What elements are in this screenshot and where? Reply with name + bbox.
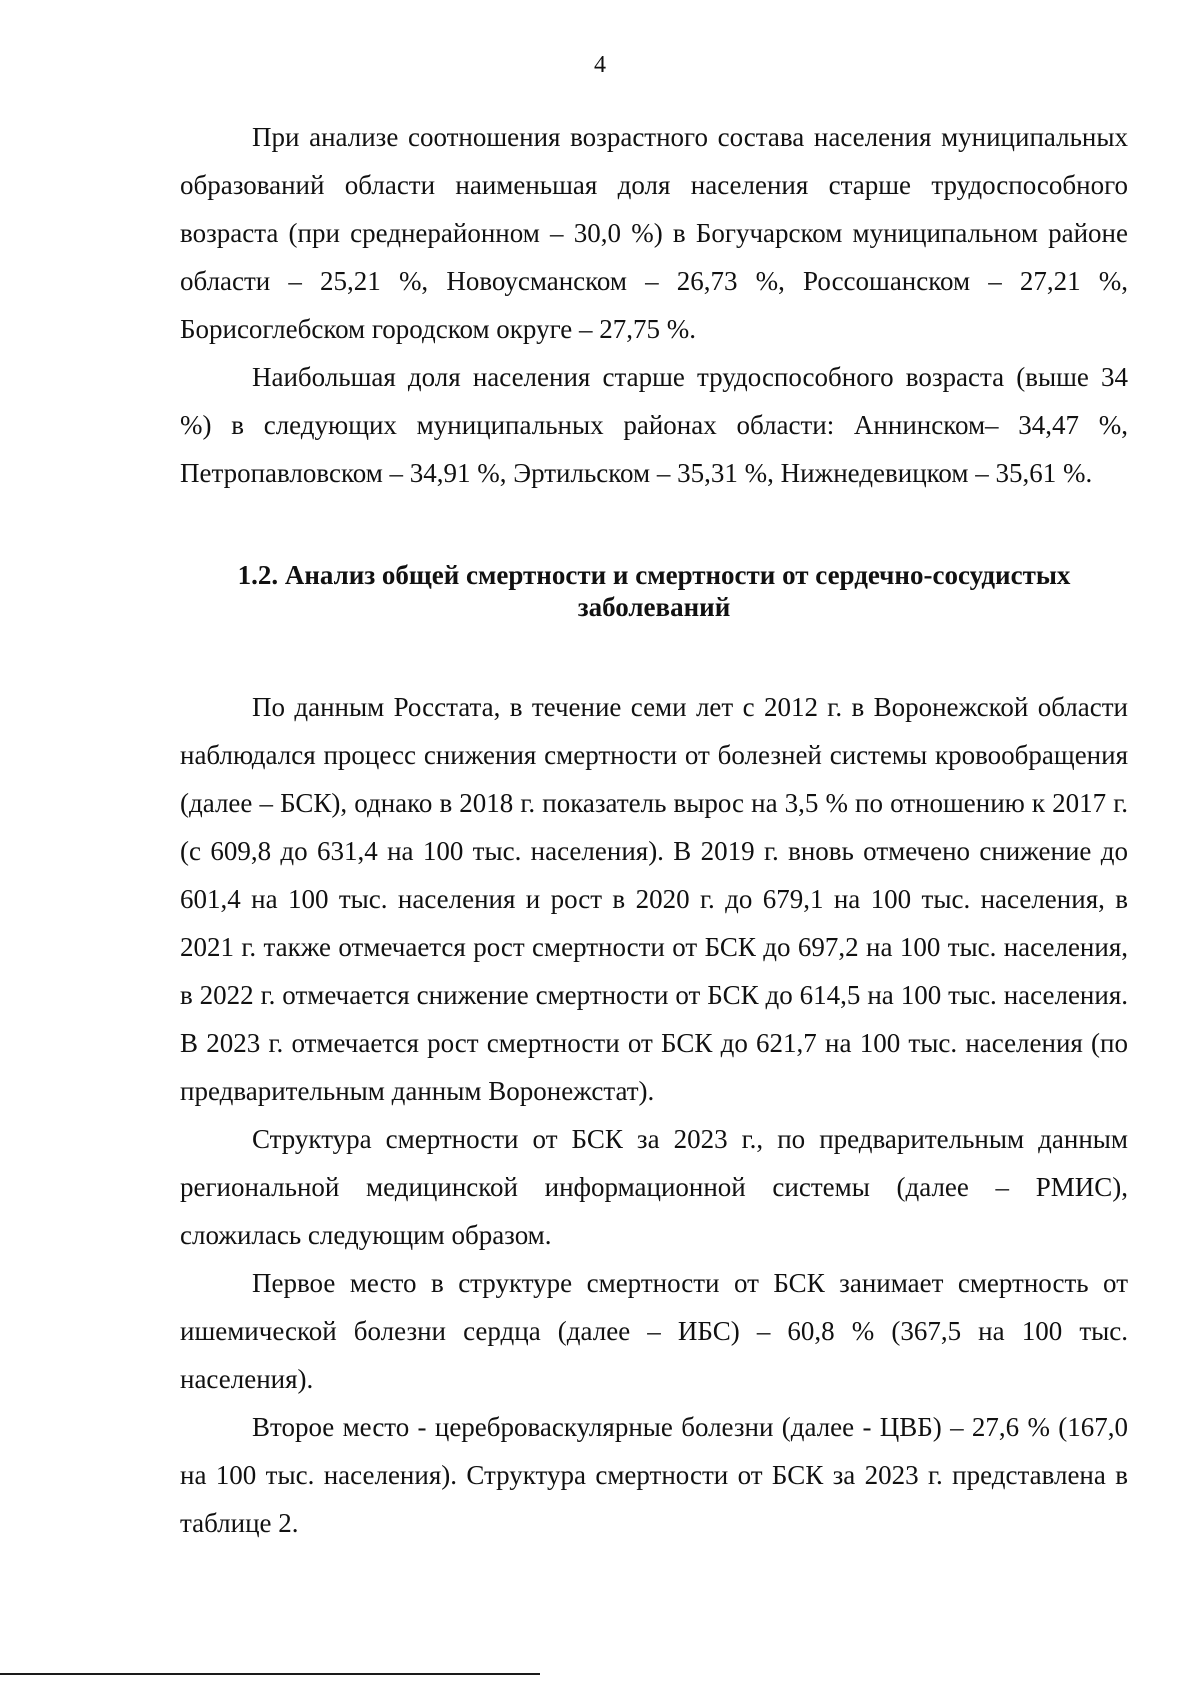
paragraph-age-composition-min: При анализе соотношения возрастного состава населения муниципальных образований области наименьшая доля населения старше трудоспособного возраста (при среднерайонном – 30,0 %) в Богучарском муниципальном районе области – 25,21 %, Новоусманском – 26,73 %, Россошанском – 27,21 %, Борисоглебском городском округе – 27,75 %.	[180, 122, 1128, 344]
footer-rule	[0, 1673, 540, 1675]
section-heading	[180, 559, 1128, 623]
paragraph-mortality-dynamics: По данным Росстата, в течение семи лет с 2012 г. в Воронежской области наблюдался процесс снижения смертности от болезней системы кровообращения (далее – БСК), однако в 2018 г. показатель вырос на 3,5 % по отношению к 2017 г. (с 609,8 до 631,4 на 100 тыс. населения). В 2019 г. вновь отмечено снижение до 601,4 на 100 тыс. населения и рост в 2020 г. до 679,1 на 100 тыс. населения, в 2021 г. также отмечается рост смертности от БСК до 697,2 на 100 тыс. населения, в 2022 г. отмечается снижение смертности от БСК до 614,5 на 100 тыс. населения. В 2023 г. отмечается рост смертности от БСК до 621,7 на 100 тыс. населения (по предварительным данным Воронежстат).	[180, 692, 1128, 1106]
paragraph-age-composition-max: Наибольшая доля населения старше трудоспособного возраста (выше 34 %) в следующих муниципальных районах области: Аннинском– 34,47 %, Петропавловском – 34,91 %, Эртильском – 35,31 %, Нижнедевицком – 35,61 %.	[180, 362, 1128, 488]
page-number: 4	[594, 52, 606, 78]
paragraph-ihd-first-place: Первое место в структуре смертности от БСК занимает смертность от ишемической болезни сердца (далее – ИБС) – 60,8 % (367,5 на 100 тыс. населения).	[180, 1268, 1128, 1394]
section-heading-line-1: 1.2. Анализ общей смертности и смертности от сердечно-сосудистых	[237, 560, 1071, 590]
paragraph-cvd-second-place: Второе место - цереброваскулярные болезни (далее - ЦВБ) – 27,6 % (167,0 на 100 тыс. населения). Структура смертности от БСК за 2023 г. представлена в таблице 2.	[180, 1412, 1128, 1538]
paragraph-mortality-structure: Структура смертности от БСК за 2023 г., по предварительным данным региональной медицинской информационной системы (далее – РМИС), сложилась следующим образом.	[180, 1124, 1128, 1250]
section-heading-line-2: заболеваний	[577, 592, 731, 622]
document-body	[180, 113, 1128, 1547]
